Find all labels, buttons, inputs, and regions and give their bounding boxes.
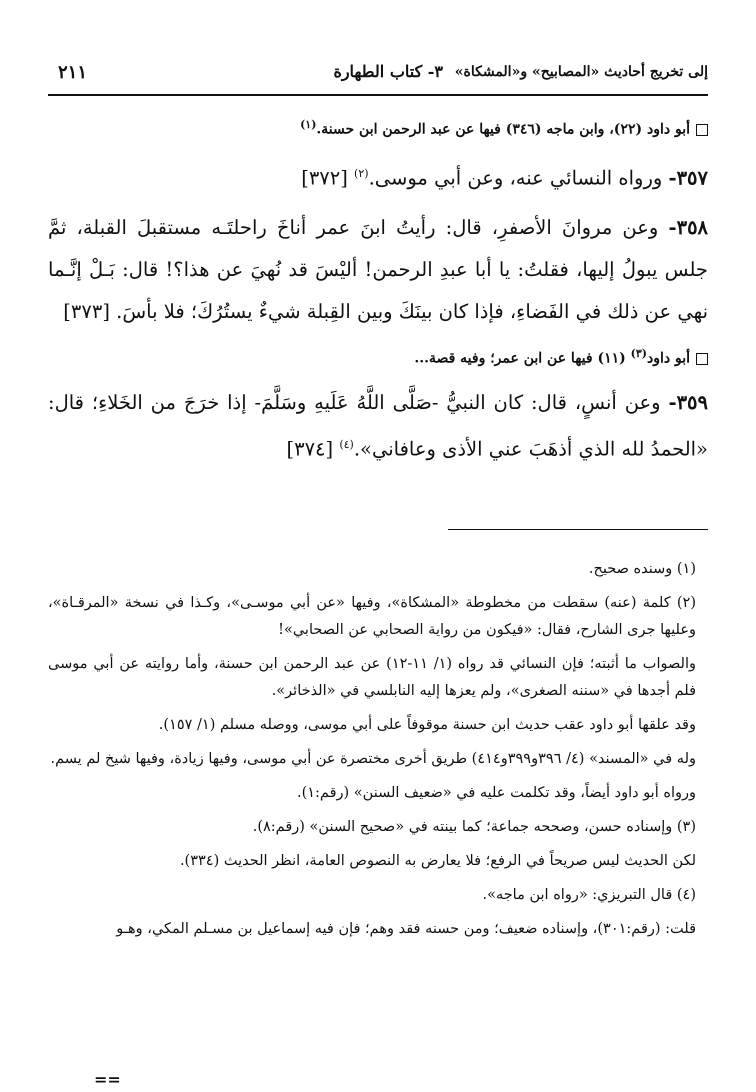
source-note <box>48 341 708 372</box>
hadith-number: ٣٥٧- <box>668 166 708 190</box>
hadith-text: وعن أنسٍ، قال: كان النبيُّ -صَلَّى اللَّهُ عَلَيهِ وسَلَّمَ- إذا خرَجَ من الخَلاءِ؛ قال: «الحمدُ لله الذي أذهَبَ عني الأذى وعافاني». <box>48 390 708 461</box>
footnote: ورواه أبو داود أيضاً، وقد تكلمت عليه في «ضعيف السنن» (رقم:١). <box>296 785 696 801</box>
hadith-357 <box>48 153 708 200</box>
footnote: (١) وسنده صحيح. <box>588 561 696 577</box>
checkbox-square-icon <box>696 124 708 136</box>
hadith-index: [٣٧٢] <box>301 166 348 190</box>
footnote: (٤) قال التبريزي: «رواه ابن ماجه». <box>482 887 696 903</box>
footnote-ref: (٤) <box>339 437 354 451</box>
hadith-359 <box>48 382 708 471</box>
chapter-title: ٣- كتاب الطهارة <box>333 62 443 81</box>
footnote: قلت: (رقم:٣٠١)، وإسناده ضعيف؛ ومن حسنه فقد وهم؛ فإن فيه إسماعيل بن مسـلم المكي، وهـو <box>116 921 696 937</box>
source-note-text: (١١) فيها عن ابن عمر؛ وفيه قصة... <box>414 350 626 367</box>
checkbox-square-icon <box>696 353 708 365</box>
footnote: وقد علقها أبو داود عقب حديث ابن حسنة موقوفاً على أبي موسى، ووصله مسلم (١/ ١٥٧). <box>158 717 696 733</box>
footnote-ref: (٢) <box>354 166 369 180</box>
source-note-text: أبو داود <box>646 350 690 367</box>
footnote: (٢) كلمة (عنه) سقطت من مخطوطة «المشكاة»، وفيها «عن أبي موسـى»، وكـذا في نسخة «المرقـاة»، وعليها جرى الشارح، فقال: «فيكون من رواية الصحابي عن الصحابي»! <box>48 595 696 638</box>
main-text <box>48 106 708 478</box>
continuation-mark: == <box>94 1070 121 1089</box>
footnote-ref: (١) <box>300 118 317 131</box>
footnote: لكن الحديث ليس صريحاً في الرفع؛ فلا يعارض به النصوص العامة، انظر الحديث (٣٣٤). <box>179 853 696 869</box>
hadith-index: [٣٧٤] <box>286 437 334 461</box>
hadith-text: ورواه النسائي عنه، وعن أبي موسى. <box>368 166 663 190</box>
hadith-text: وعن مروانَ الأصفرِ، قال: رأيتُ ابنَ عمر أناخَ راحلتَـه مستقبلَ القبلة، ثمَّ جلس يبولُ إليها، فقلتُ: يا أبا عبدِ الرحمن! أليْسَ قد نُهيَ عن هذا؟! قال: بَـلْ إنَّـما نهي عن ذلك في الفَضاءِ، فإذا كان بينَكَ وبين القِبلة شيءٌ يستُرُكَ؛ فلا بأسَ. <box>48 216 708 324</box>
footnote-ref: (٣) <box>630 347 647 361</box>
source-note-text: أبو داود (٢٢)، وابن ماجه (٣٤٦) فيها عن عبد الرحمن ابن حسنة. <box>316 121 690 138</box>
page-number: ٢١١ <box>58 62 88 83</box>
hadith-number: ٣٥٨- <box>668 216 709 240</box>
header-divider <box>48 94 708 96</box>
hadith-index: [٣٧٣] <box>63 300 110 324</box>
footnote: والصواب ما أثبته؛ فإن النسائي قد رواه (١/ ١١-١٢) عن عبد الرحمن ابن حسنة، وأما روايته عن أبي موسى فلم أجدها في «سننه الصغرى»، ولم يعزها إليه النابلسي في «الذخائر». <box>48 656 696 699</box>
page-header <box>48 58 708 90</box>
source-note <box>48 112 708 143</box>
footnotes <box>48 556 708 950</box>
footnote-divider <box>448 529 708 530</box>
book-title: إلى تخريج أحاديث «المصابيح» و«المشكاة» <box>454 64 708 80</box>
hadith-number: ٣٥٩- <box>668 390 708 414</box>
hadith-358 <box>48 207 708 333</box>
footnote: (٣) وإسناده حسن، وصححه جماعة؛ كما بينته في «صحيح السنن» (رقم:٨). <box>252 819 696 835</box>
footnote: وله في «المسند» (٤/ ٣٩٦و٣٩٩و٤١٤) طريق أخرى مختصرة عن أبي موسى، وفيها زيادة، وفيها شيخ لم يسم. <box>50 751 696 767</box>
